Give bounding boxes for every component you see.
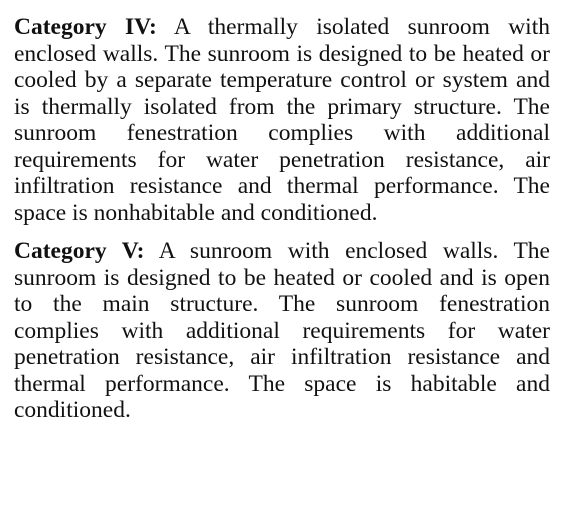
category-iv-term: Category IV: <box>14 14 157 40</box>
category-v-term: Category V: <box>14 238 145 264</box>
category-v-paragraph <box>14 238 550 424</box>
category-iv-paragraph <box>14 14 550 226</box>
category-v-definition: A sunroom with enclosed walls. The sunroom is designed to be heated or cooled and is open to the main structure. The sunroom fenestration complies with additional requirements for water penetration resistance, air infiltration resistance and thermal performance. The space is habitable and conditioned. <box>14 238 550 423</box>
document-body <box>14 14 550 424</box>
category-iv-definition: A thermally isolated sunroom with enclosed walls. The sunroom is designed to be heated or cooled by a separate temperature control or system and is thermally isolated from the primary structure. The sunroom fenestration complies with additional requirements for water penetration resistance, air infiltration resistance and thermal performance. The space is nonhabitable and conditioned. <box>14 14 550 226</box>
